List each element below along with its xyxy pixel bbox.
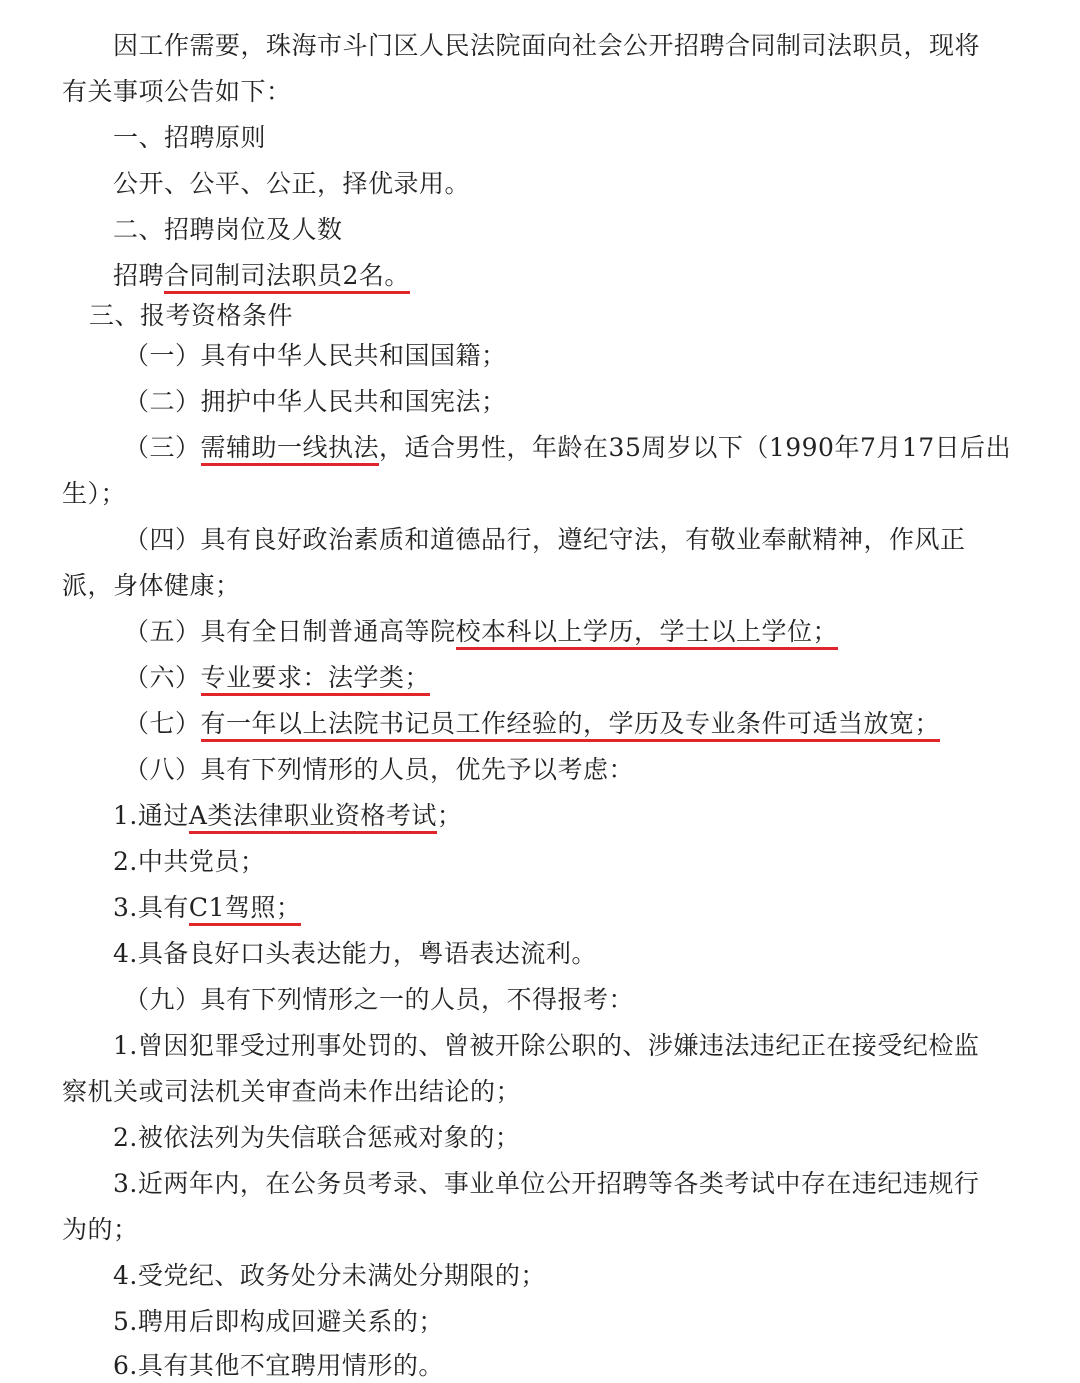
section-3-heading: 三、报考资格条件 — [89, 301, 294, 330]
item-8-sub-4: 4.具备良好口头表达能力，粤语表达流利。 — [113, 939, 597, 968]
section-3-item-4-line-1: （四）具有良好政治素质和道德品行，遵纪守法，有敬业奉献精神，作风正 — [124, 525, 966, 554]
item-8-sub-1-suffix: ； — [436, 801, 463, 830]
item-9-sub-5: 5.聘用后即构成回避关系的； — [113, 1307, 444, 1336]
section-1-text: 公开、公平、公正，择优录用。 — [113, 169, 471, 198]
item-8-sub-1 — [113, 799, 462, 833]
item-9-sub-1-line-1: 1.曾因犯罪受过刑事处罚的、曾被开除公职的、涉嫌违法违纪正在接受纪检监 — [113, 1031, 980, 1060]
section-3-item-1: （一）具有中华人民共和国国籍； — [124, 341, 507, 370]
item-6-prefix: （六） — [124, 663, 201, 692]
section-3-item-2: （二）拥护中华人民共和国宪法； — [124, 387, 507, 416]
item-7-highlight: 有一年以上法院书记员工作经验的，学历及专业条件可适当放宽； — [201, 709, 941, 742]
item-9-sub-3-line-1: 3.近两年内，在公务员考录、事业单位公开招聘等各类考试中存在违纪违规行 — [113, 1169, 980, 1198]
item-9-sub-1-line-2: 察机关或司法机关审查尚未作出结论的； — [62, 1077, 522, 1106]
item-5-prefix: （五）具有全日制普通高等院 — [124, 617, 456, 646]
item-8-sub-3-highlight: C1驾照； — [189, 893, 302, 926]
item-8-sub-2: 2.中共党员； — [113, 847, 266, 876]
section-2-highlight: 合同制司法职员2名。 — [164, 261, 410, 294]
item-3-rest: ，适合男性，年龄在35周岁以下（1990年7月17日后出 — [379, 433, 1012, 462]
item-3-prefix: （三） — [124, 433, 201, 462]
item-8-sub-1-prefix: 1.通过 — [113, 801, 189, 830]
item-6-highlight: 专业要求：法学类； — [201, 663, 431, 696]
section-2-text-prefix: 招聘 — [113, 261, 165, 290]
section-3-item-9-heading: （九）具有下列情形之一的人员，不得报考： — [124, 985, 635, 1014]
section-3-item-6 — [124, 661, 430, 695]
item-3-highlight: 需辅助一线执法 — [201, 433, 380, 466]
item-5-highlight: 校本科以上学历，学士以上学位； — [456, 617, 839, 650]
item-8-sub-1-highlight: A类法律职业资格考试 — [189, 801, 437, 834]
intro-line-2: 有关事项公告如下： — [62, 77, 292, 106]
section-3-item-3 — [124, 431, 1011, 465]
section-2-text — [113, 259, 410, 293]
item-9-sub-3-line-2: 为的； — [62, 1215, 139, 1244]
section-3-item-7 — [124, 707, 940, 741]
item-9-sub-6: 6.具有其他不宜聘用情形的。 — [113, 1351, 444, 1380]
section-3-item-5 — [124, 615, 838, 649]
item-8-sub-3 — [113, 891, 301, 925]
section-3-item-3-cont: 生）； — [62, 479, 127, 508]
item-7-prefix: （七） — [124, 709, 201, 738]
section-1-heading: 一、招聘原则 — [113, 123, 267, 152]
section-3-item-8-heading: （八）具有下列情形的人员，优先予以考虑： — [124, 755, 635, 784]
item-8-sub-3-prefix: 3.具有 — [113, 893, 189, 922]
item-9-sub-4: 4.受党纪、政务处分未满处分期限的； — [113, 1261, 546, 1290]
intro-line-1: 因工作需要，珠海市斗门区人民法院面向社会公开招聘合同制司法职员，现将 — [113, 31, 981, 60]
section-2-heading: 二、招聘岗位及人数 — [113, 215, 343, 244]
section-3-item-4-line-2: 派，身体健康； — [62, 571, 241, 600]
item-9-sub-2: 2.被依法列为失信联合惩戒对象的； — [113, 1123, 521, 1152]
